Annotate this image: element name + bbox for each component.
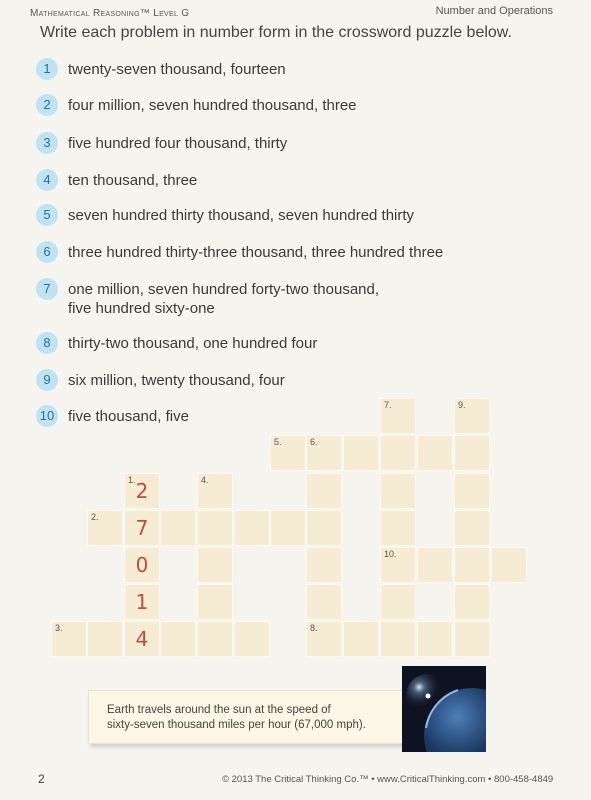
crossword-cell[interactable] <box>491 547 527 583</box>
problem-item <box>36 405 189 427</box>
problem-item <box>36 169 197 191</box>
clue-number: 3. <box>55 623 63 633</box>
crossword-cell[interactable] <box>197 547 233 583</box>
crossword-cell[interactable] <box>306 473 342 509</box>
crossword-cell[interactable] <box>270 435 306 471</box>
filled-digit: 0 <box>135 553 149 577</box>
crossword-cell[interactable] <box>124 510 160 546</box>
crossword-cell[interactable] <box>380 398 416 434</box>
crossword-cell[interactable] <box>380 510 416 546</box>
crossword-cell[interactable] <box>306 435 342 471</box>
clue-number: 2. <box>91 512 99 522</box>
crossword-cell[interactable] <box>234 621 270 657</box>
clue-number: 8. <box>310 623 318 633</box>
section-title: Number and Operations <box>435 5 553 17</box>
problem-number: 7 <box>36 278 58 300</box>
crossword-cell[interactable] <box>380 584 416 620</box>
crossword-cell[interactable] <box>306 584 342 620</box>
problem-number: 3 <box>36 132 58 154</box>
problem-text: six million, twenty thousand, four <box>68 372 285 389</box>
crossword-cell[interactable] <box>124 547 160 583</box>
crossword-cell[interactable] <box>306 621 342 657</box>
clue-number: 10. <box>384 549 397 559</box>
crossword-cell[interactable] <box>160 621 196 657</box>
crossword-cell[interactable] <box>124 473 160 509</box>
problem-text: thirty-two thousand, one hundred four <box>68 335 318 352</box>
problem-number: 9 <box>36 369 58 391</box>
filled-digit: 2 <box>135 479 149 503</box>
crossword-cell[interactable] <box>380 621 416 657</box>
fact-box <box>88 690 410 744</box>
copyright: © 2013 The Critical Thinking Co.™ • www.CriticalThinking.com • 800-458-4849 <box>222 774 554 785</box>
crossword-cell[interactable] <box>270 510 306 546</box>
problem-text: five thousand, five <box>68 408 189 425</box>
clue-number: 6. <box>310 437 318 447</box>
crossword-cell[interactable] <box>343 621 379 657</box>
crossword-cell[interactable] <box>454 584 490 620</box>
problem-item <box>36 94 357 116</box>
crossword-cell[interactable] <box>417 547 453 583</box>
crossword-cell[interactable] <box>87 621 123 657</box>
problem-number: 2 <box>36 94 58 116</box>
fact-text <box>107 703 407 733</box>
crossword-cell[interactable] <box>197 473 233 509</box>
crossword-cell[interactable] <box>124 621 160 657</box>
problem-item <box>36 278 379 318</box>
crossword-cell[interactable] <box>417 621 453 657</box>
earth-illustration <box>402 666 486 752</box>
clue-number: 5. <box>274 437 282 447</box>
crossword-cell[interactable] <box>197 621 233 657</box>
crossword-cell[interactable] <box>197 584 233 620</box>
problem-item <box>36 241 443 263</box>
problem-item <box>36 132 287 154</box>
problem-item <box>36 369 285 391</box>
instructions: Write each problem in number form in the crossword puzzle below. <box>40 24 512 41</box>
problem-text: five hundred four thousand, thirty <box>68 135 288 152</box>
crossword-cell[interactable] <box>306 510 342 546</box>
crossword-cell[interactable] <box>454 510 490 546</box>
crossword-cell[interactable] <box>306 547 342 583</box>
problem-text: seven hundred thirty thousand, seven hundred thirty <box>68 207 415 224</box>
crossword-cell[interactable] <box>454 621 490 657</box>
filled-digit: 4 <box>135 627 149 651</box>
problem-item <box>36 58 286 80</box>
crossword-cell[interactable] <box>343 435 379 471</box>
fact-line: Earth travels around the sun at the speed of <box>107 704 331 716</box>
crossword-cell[interactable] <box>124 584 160 620</box>
problem-item <box>36 332 317 354</box>
crossword-cell[interactable] <box>454 547 490 583</box>
crossword-cell[interactable] <box>417 435 453 471</box>
problem-text: ten thousand, three <box>68 172 198 189</box>
problem-text-line: one million, seven hundred forty-two thousand, <box>68 281 380 298</box>
crossword-cell[interactable] <box>234 510 270 546</box>
problem-text <box>68 278 379 318</box>
earth-image <box>402 666 486 752</box>
problem-text: twenty-seven thousand, fourteen <box>68 61 286 78</box>
crossword-cell[interactable] <box>380 547 416 583</box>
problem-item <box>36 204 414 226</box>
fact-line: sixty-seven thousand miles per hour (67,000 mph). <box>107 719 366 731</box>
clue-number: 4. <box>201 475 209 485</box>
problem-number: 1 <box>36 58 58 80</box>
series-title: Mathematical Reasoning™ Level G <box>30 8 190 19</box>
crossword-cell[interactable] <box>197 510 233 546</box>
problem-number: 5 <box>36 204 58 226</box>
crossword-cell[interactable] <box>454 398 490 434</box>
problem-number: 10 <box>36 405 58 427</box>
problem-number: 8 <box>36 332 58 354</box>
filled-digit: 1 <box>135 590 149 614</box>
problem-number: 6 <box>36 241 58 263</box>
problem-number: 4 <box>36 169 58 191</box>
problem-text-line: five hundred sixty-one <box>68 300 215 317</box>
crossword-cell[interactable] <box>160 510 196 546</box>
crossword-cell[interactable] <box>87 510 123 546</box>
crossword-cell[interactable] <box>454 473 490 509</box>
crossword-cell[interactable] <box>454 435 490 471</box>
clue-number: 7. <box>384 400 392 410</box>
filled-digit: 7 <box>135 516 149 540</box>
crossword-cell[interactable] <box>380 473 416 509</box>
crossword-cell[interactable] <box>380 435 416 471</box>
crossword-cell[interactable] <box>51 621 87 657</box>
clue-number: 9. <box>458 400 466 410</box>
clue-number: 1. <box>128 475 136 485</box>
page-number: 2 <box>38 772 45 786</box>
problem-text: three hundred thirty-three thousand, three hundred three <box>68 244 444 261</box>
problem-text: four million, seven hundred thousand, three <box>68 97 357 114</box>
